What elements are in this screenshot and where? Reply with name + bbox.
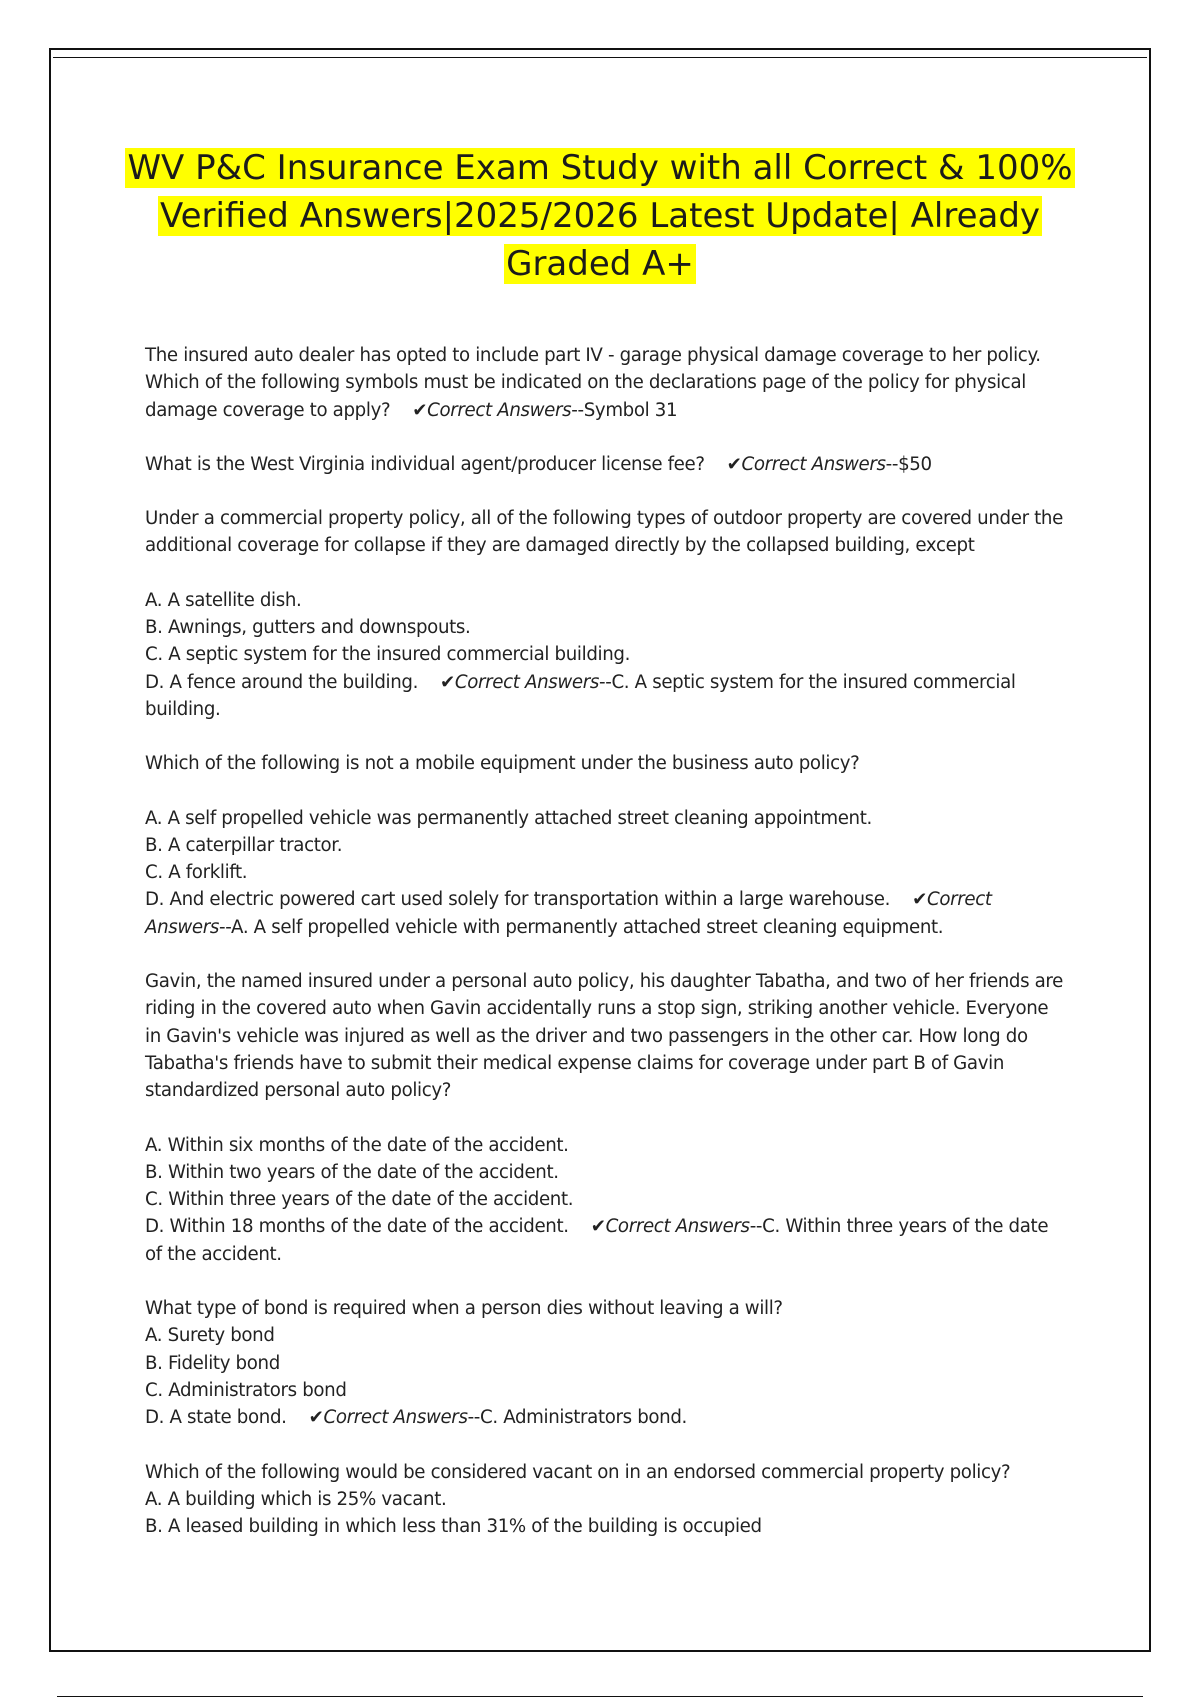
option: A. Surety bond [145, 1325, 275, 1347]
check-icon: ✔ [412, 399, 428, 421]
answer-label: Correct Answers [145, 889, 992, 938]
option: B. A caterpillar tractor. [145, 834, 343, 856]
answer-text: --A. A self propelled vehicle with permanently attached street cleaning equipment. [219, 916, 944, 938]
question-text: The insured auto dealer has opted to include part IV - garage physical damage coverage to her policy. Which of the following symbols must be indicated on the declarations page of the policy for physical damage coverage to apply? ✔Correct Answers--Symbol 31 [145, 345, 1041, 421]
question-block [145, 968, 1065, 1268]
option: C. A forklift. [145, 862, 248, 884]
answer-label: Correct Answers [605, 1216, 750, 1238]
option-with-answer: D. And electric powered cart used solely for transportation within a large warehouse. ✔Correct Answers--A. A self propelled vehicle with permanently attached street cleaning equipment. [145, 889, 992, 938]
document-title [100, 144, 1100, 288]
answer-text: --C. A septic system for the insured commercial building. [145, 671, 1016, 720]
question-block [145, 1295, 1065, 1431]
question-text: Under a commercial property policy, all of the following types of outdoor property are covered under the additional coverage for collapse if they are damaged directly by the collapsed building, except [145, 508, 1063, 557]
question-block [145, 1459, 1065, 1541]
option: A. A building which is 25% vacant. [145, 1488, 447, 1510]
question-text: What type of bond is required when a person dies without leaving a will? [145, 1298, 783, 1320]
question-text: Which of the following would be considered vacant on in an endorsed commercial property policy? [145, 1461, 1011, 1483]
option: B. A leased building in which less than 31% of the building is occupied [145, 1516, 762, 1538]
top-rule [53, 57, 1147, 58]
check-icon: ✔ [308, 1407, 324, 1429]
option: A. A self propelled vehicle was permanently attached street cleaning appointment. [145, 807, 872, 829]
question-block [145, 342, 1065, 424]
answer-label: Correct Answers [454, 671, 600, 693]
question-block [145, 451, 1065, 478]
answer-label: Correct Answers [323, 1407, 468, 1429]
check-icon: ✔ [590, 1216, 606, 1238]
option: C. A septic system for the insured commercial building. [145, 644, 631, 666]
option: C. Administrators bond [145, 1379, 347, 1401]
check-icon: ✔ [440, 671, 455, 693]
title-line: Verified Answers|2025/2026 Latest Update| Already [159, 196, 1041, 236]
question-text: What is the West Virginia individual agent/producer license fee? ✔Correct Answers--$50 [145, 453, 932, 475]
question-text: Which of the following is not a mobile equipment under the business auto policy? [145, 753, 860, 775]
check-icon: ✔ [726, 453, 742, 475]
question-list [145, 342, 1065, 1567]
option-with-answer: D. Within 18 months of the date of the accident. ✔Correct Answers--C. Within three years of the date of the accident. [145, 1216, 1049, 1265]
answer-text: --Symbol 31 [571, 399, 678, 421]
answer-label: Correct Answers [741, 453, 886, 475]
option: C. Within three years of the date of the accident. [145, 1189, 574, 1211]
question-text: Gavin, the named insured under a personal auto policy, his daughter Tabatha, and two of her friends are riding in the covered auto when Gavin accidentally runs a stop sign, striking another vehicle. Everyone in Gavin's vehicle was injured as well as the driver and two passengers in the other car. How long do Tabatha's friends have to submit their medical expense claims for coverage under part B of Gavin standardized personal auto policy? [145, 971, 1063, 1102]
option: B. Fidelity bond [145, 1352, 280, 1374]
answer-text: --C. Within three years of the date of the accident. [145, 1216, 1049, 1265]
option: A. Within six months of the date of the accident. [145, 1134, 569, 1156]
answer-text: --C. Administrators bond. [467, 1407, 687, 1429]
question-block [145, 505, 1065, 723]
question-block [145, 750, 1065, 941]
option: A. A satellite dish. [145, 589, 302, 611]
answer-text: --$50 [885, 453, 932, 475]
title-line: WV P&C Insurance Exam Study with all Correct & 100% [127, 148, 1073, 188]
option: B. Within two years of the date of the accident. [145, 1161, 559, 1183]
option-with-answer: D. A state bond. ✔Correct Answers--C. Administrators bond. [145, 1407, 687, 1429]
title-line: Graded A+ [506, 244, 694, 284]
option: B. Awnings, gutters and downspouts. [145, 617, 471, 639]
page-bottom-rule [57, 1696, 1143, 1697]
option-with-answer: D. A fence around the building. ✔Correct Answers--C. A septic system for the insured commercial building. [145, 671, 1016, 720]
answer-label: Correct Answers [427, 399, 572, 421]
check-icon: ✔ [912, 889, 927, 911]
